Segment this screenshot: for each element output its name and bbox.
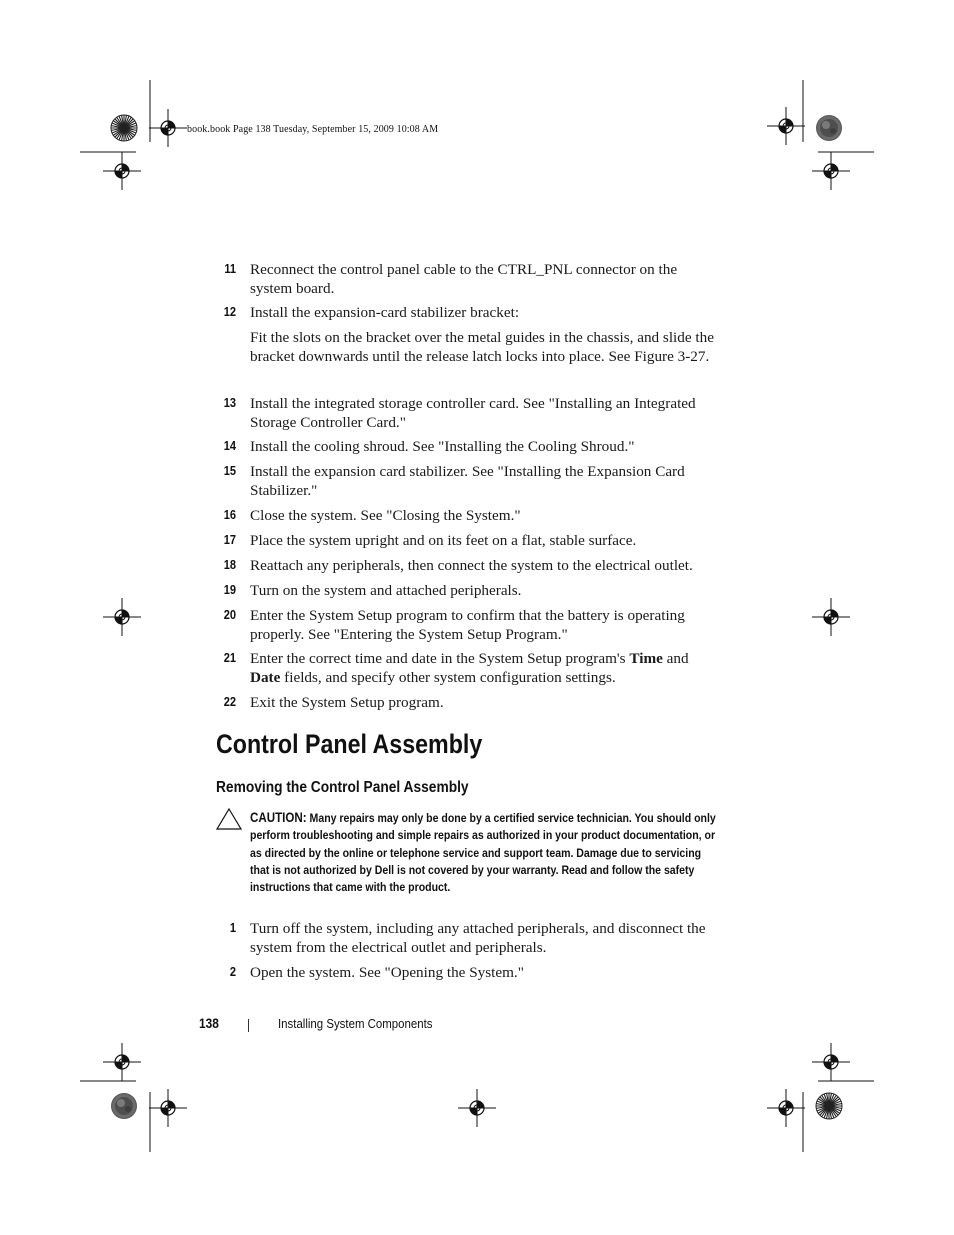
step-text: Place the system upright and on its feet on a flat, stable surface. <box>250 532 637 549</box>
footer-divider <box>248 1019 249 1032</box>
chapter-title: Installing System Components <box>278 1016 433 1031</box>
step-text: Install the integrated storage controller card. See "Installing an Integrated Storage Controller Card." <box>250 395 696 431</box>
caution-triangle-icon <box>216 808 242 830</box>
step-text: Install the cooling shroud. See "Installing the Cooling Shroud." <box>250 438 635 455</box>
step-number: 18 <box>223 557 236 572</box>
step-number: 13 <box>223 395 236 410</box>
step-text: Turn on the system and attached peripherals. <box>250 582 522 599</box>
step-number: 12 <box>223 304 236 319</box>
page-number: 138 <box>199 1015 219 1031</box>
step-text: Exit the System Setup program. <box>250 694 444 711</box>
step-text: Install the expansion-card stabilizer bracket: <box>250 304 520 321</box>
step-text <box>250 649 720 687</box>
field-name-time: Time <box>629 650 663 667</box>
step-number: 19 <box>223 582 236 597</box>
step-number: 14 <box>223 438 236 453</box>
step-text-segment: fields, and specify other system configuration settings. <box>280 669 616 686</box>
caution-label: CAUTION: <box>250 810 307 825</box>
step-number: 2 <box>229 964 236 979</box>
step-text: Reconnect the control panel cable to the CTRL_PNL connector on the system board. <box>250 261 678 297</box>
caution-notice <box>250 809 717 896</box>
step-text: Open the system. See "Opening the System." <box>250 964 524 981</box>
step-detail-paragraph: Fit the slots on the bracket over the metal guides in the chassis, and slide the bracket downwards until the release latch locks into place. See Figure 3-27. <box>250 329 714 365</box>
step-number: 22 <box>223 694 236 709</box>
section-title: Control Panel Assembly <box>216 729 483 759</box>
step-text-segment: Enter the correct time and date in the System Setup program's <box>250 650 630 667</box>
step-number: 1 <box>229 920 236 935</box>
step-text: Reattach any peripherals, then connect the system to the electrical outlet. <box>250 557 693 574</box>
step-number: 11 <box>224 261 236 276</box>
step-number: 21 <box>223 650 236 665</box>
step-number: 15 <box>223 463 236 478</box>
step-text: Enter the System Setup program to confirm that the battery is operating properly. See "Entering the System Setup Program." <box>250 607 685 643</box>
step-text: Turn off the system, including any attached peripherals, and disconnect the system from the electrical outlet and peripherals. <box>250 920 706 956</box>
subsection-title: Removing the Control Panel Assembly <box>216 779 469 796</box>
step-number: 16 <box>223 507 236 522</box>
print-slug: book.book Page 138 Tuesday, September 15, 2009 10:08 AM <box>187 124 439 135</box>
field-name-date: Date <box>250 669 281 686</box>
step-number: 17 <box>223 532 236 547</box>
caution-text: Many repairs may only be done by a certified service technician. You should only perform troubleshooting and simple repairs as authorized in your product documentation, or as directed by the online or telephone service and support team. Damage due to servicing that is not authorized by Dell is not covered by your warranty. Read and follow the safety instructions that came with the product. <box>250 811 716 895</box>
step-text: Install the expansion card stabilizer. See "Installing the Expansion Card Stabilizer." <box>250 463 685 499</box>
step-text: Close the system. See "Closing the System." <box>250 507 521 524</box>
step-text-segment: and <box>662 650 689 667</box>
step-number: 20 <box>223 607 236 622</box>
